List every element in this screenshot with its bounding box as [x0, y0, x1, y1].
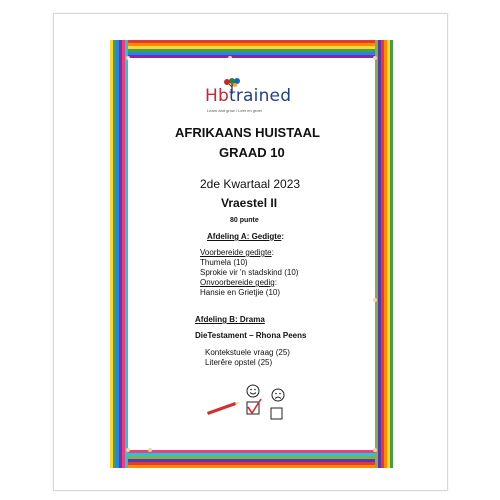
empty-box-icon: [271, 408, 282, 419]
unprepared-poem-heading-text: Onvoorbereide gedig: [200, 278, 275, 287]
logo-brand-part1: Hb: [205, 86, 229, 106]
pencil-icon: [119, 40, 122, 468]
marks-text: 80 punte: [230, 217, 259, 224]
pencil-icon: [122, 40, 125, 468]
prepared-poem-1: Thumela (10): [200, 258, 248, 267]
pencil-icon: [110, 465, 393, 468]
pencil-icon: [110, 52, 393, 55]
smiley-face-icon: [247, 385, 259, 397]
section-a-heading-colon: :: [281, 232, 285, 241]
drama-title: DieTestament – Rhona Peens: [195, 331, 307, 340]
logo-brand-part2: trained: [228, 86, 292, 106]
unprepared-poem-heading-colon: :: [274, 278, 277, 287]
pencil-icon: [381, 40, 384, 468]
pencil-icon: [110, 40, 393, 43]
section-a-heading-text: Afdeling A: Gedigte: [207, 232, 282, 241]
logo-tagline: Learn and grow / Leer en groei: [207, 108, 262, 113]
pencil-tip-icon: [148, 448, 152, 452]
pencil-tip-icon: [373, 448, 377, 452]
prepared-poems-heading-colon: :: [271, 248, 274, 257]
pencil-icon: [110, 462, 393, 465]
pencil-icon: [378, 40, 381, 468]
drama-item-1: Kontekstuele vraag (25): [205, 348, 290, 357]
pencil-icon: [110, 453, 393, 456]
checkbox-illustration: [205, 382, 300, 432]
prepared-poems-heading: [200, 248, 274, 257]
subject-title: AFRIKAANS HUISTAAL: [175, 125, 320, 140]
sad-face-icon: [272, 389, 284, 401]
pencil-icon: [110, 40, 113, 468]
prepared-poems-heading-text: Voorbereide gedigte: [200, 248, 272, 257]
pencil-icon: [387, 40, 390, 468]
term-text: 2de Kwartaal 2023: [200, 177, 301, 191]
paper-title: Vraestel II: [221, 196, 278, 210]
unprepared-poem-1: Hansie en Grietjie (10): [200, 288, 281, 297]
pencil-icon: [110, 46, 393, 49]
pencil-tip-icon: [126, 448, 130, 452]
pencil-icon: [110, 459, 393, 462]
pencil-icon: [110, 49, 393, 52]
pencil-tip-icon: [373, 298, 377, 302]
logo-wordmark: [205, 86, 291, 106]
pencil-icon: [375, 40, 378, 468]
unprepared-poem-heading: [200, 278, 277, 287]
prepared-poem-2: Sprokie vir 'n stadskind (10): [200, 268, 299, 277]
pencil-icon: [113, 40, 116, 468]
pencil-icon: [116, 40, 119, 468]
section-b-heading: Afdeling B: Drama: [195, 315, 265, 324]
red-pencil-icon: [207, 402, 240, 415]
pencil-icon: [384, 40, 387, 468]
hbtrained-logo: [205, 84, 315, 120]
grade-title: GRAAD 10: [219, 145, 285, 160]
drama-item-2: Literêre opstel (25): [205, 358, 273, 367]
pencil-tip-icon: [373, 56, 377, 60]
pencil-icon: [110, 456, 393, 459]
pencil-icon: [110, 43, 393, 46]
pencil-icon: [110, 450, 393, 453]
checked-box-icon: [247, 399, 261, 414]
pencil-icon: [390, 40, 393, 468]
section-a-heading: [207, 232, 284, 241]
